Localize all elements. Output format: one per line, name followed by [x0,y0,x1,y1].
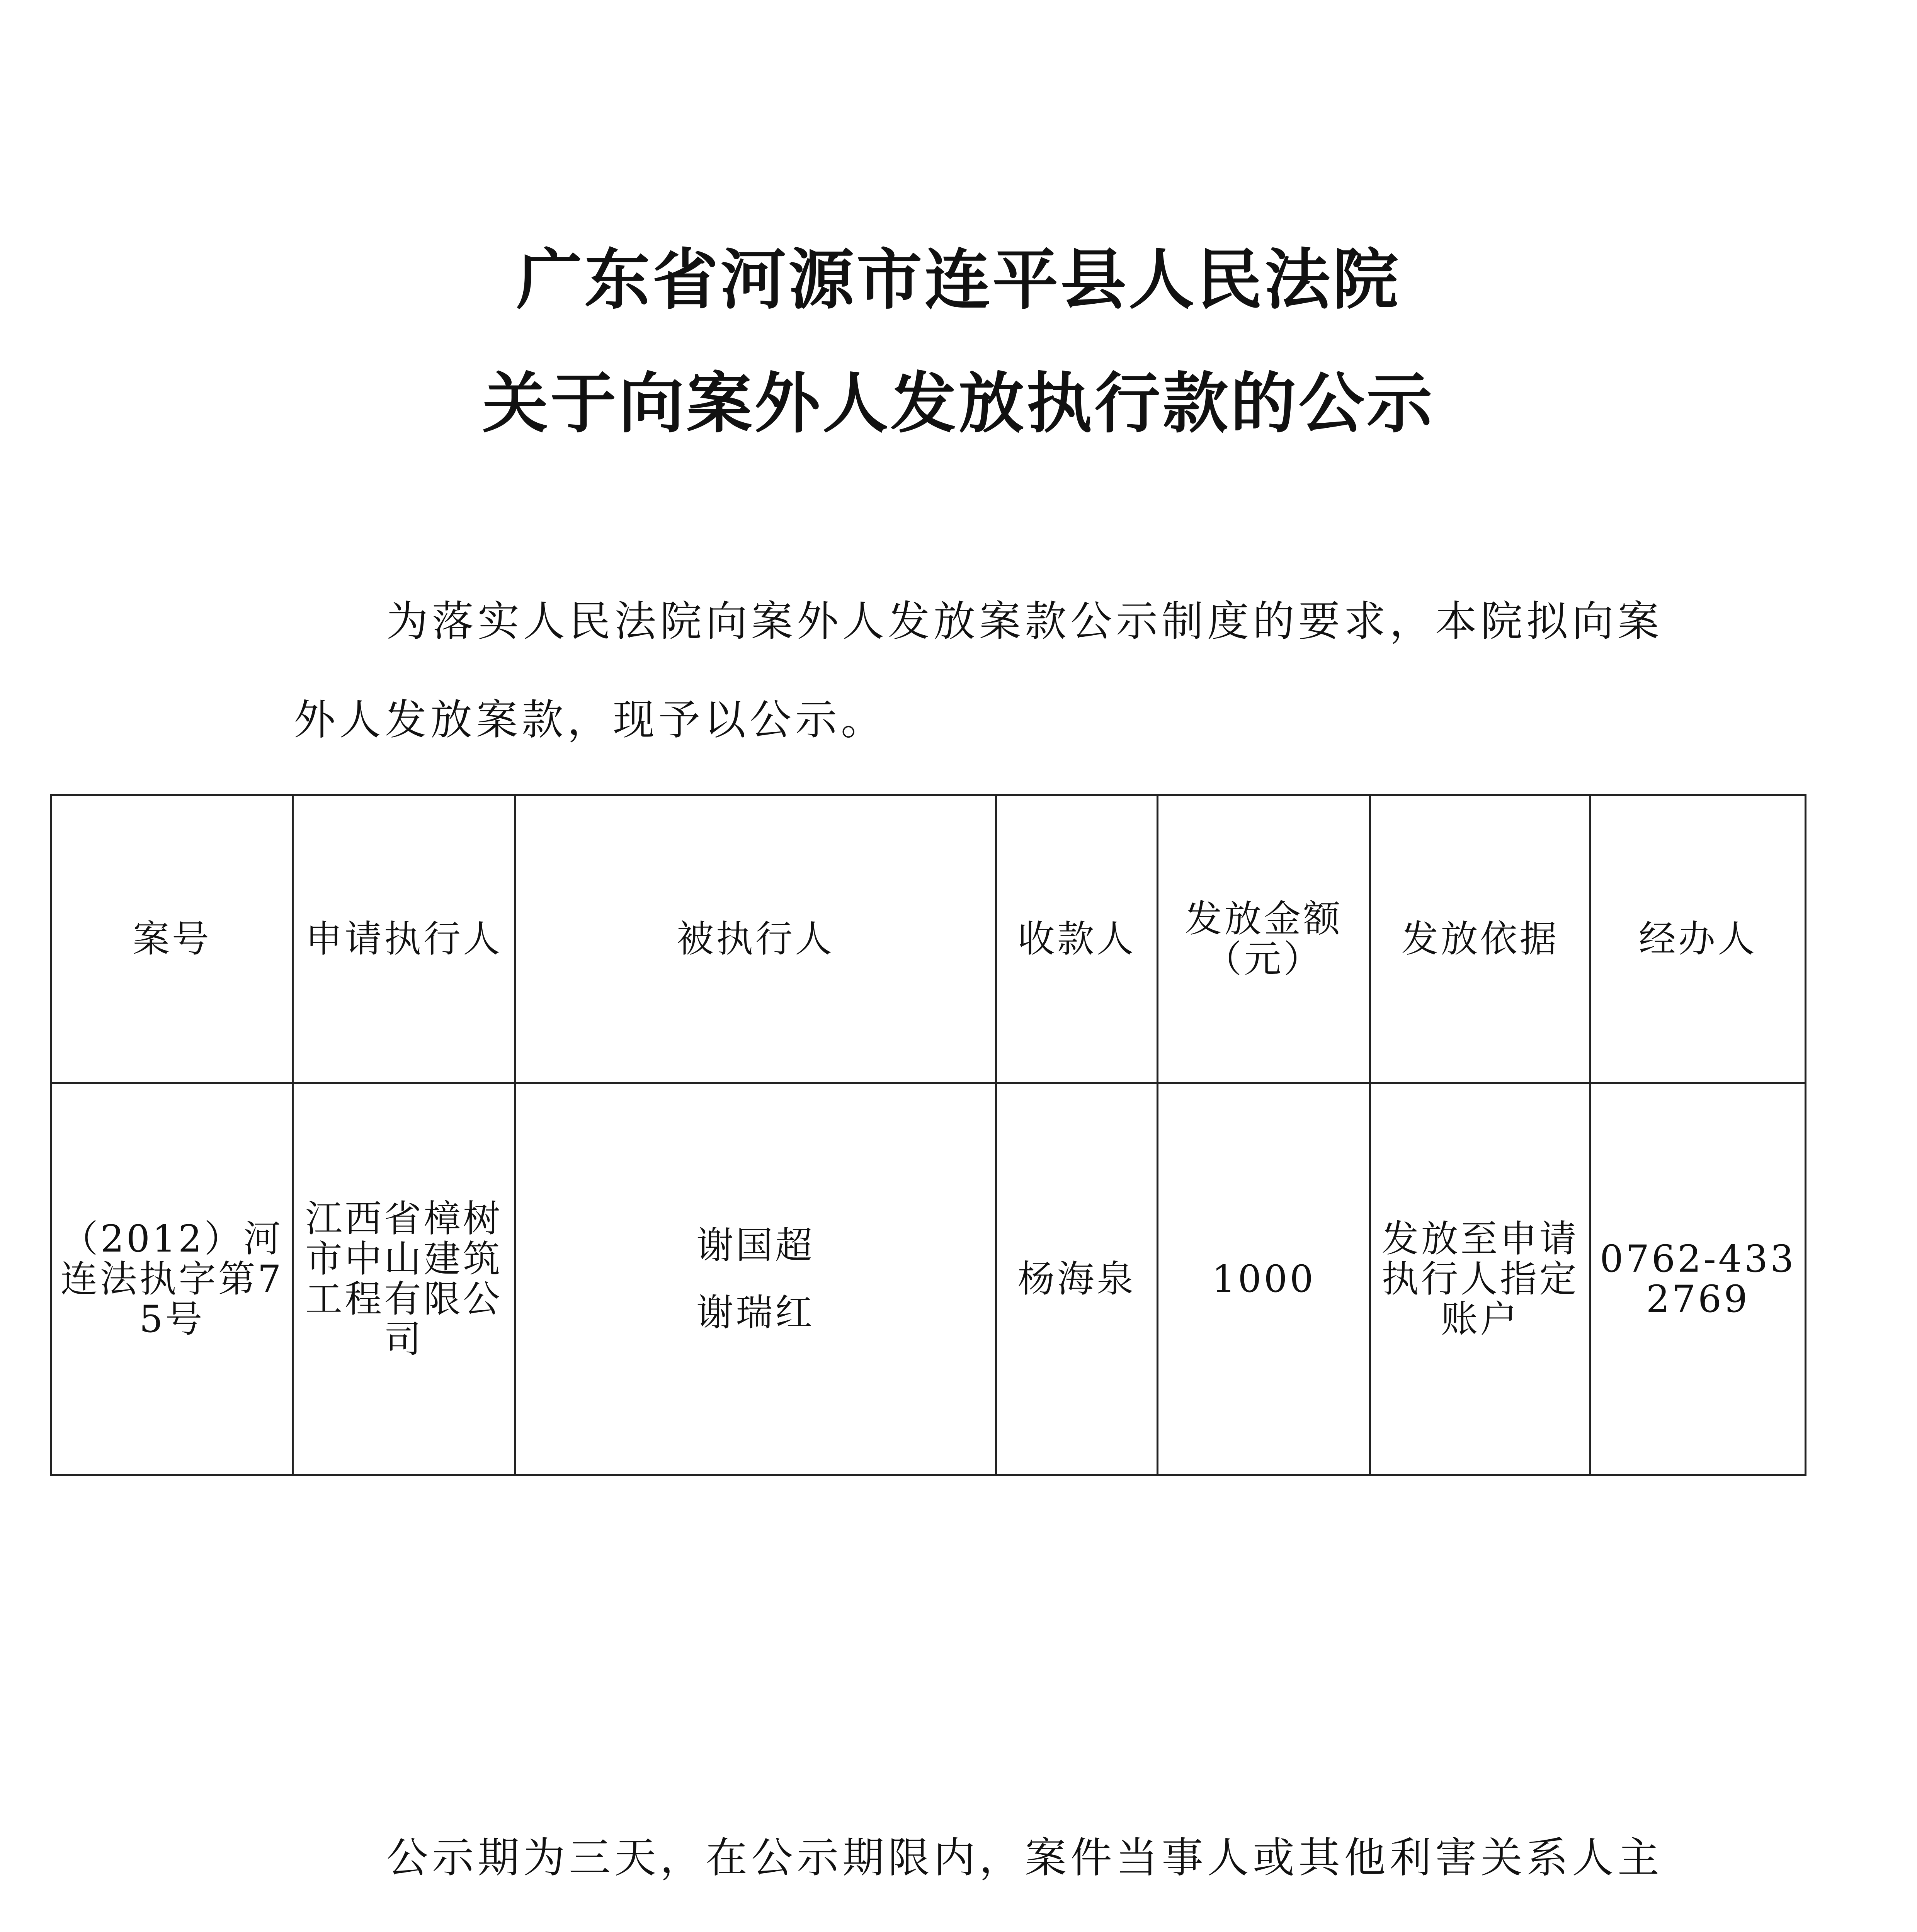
cell-basis: 发放至申请执行人指定账户 [1370,1083,1590,1475]
disbursement-table [50,794,1806,1476]
document-title-line1: 广东省河源市连平县人民法院 [516,242,1401,318]
notice-paragraph-line1: 公示期为三天，在公示期限内，案件当事人或其他利害关系人主 [386,1834,1664,1882]
cell-payee: 杨海泉 [996,1083,1158,1475]
cell-respondents [515,1083,996,1475]
table-row [51,1083,1806,1475]
cell-applicant: 江西省樟树市中山建筑工程有限公司 [293,1083,515,1475]
document-title-line2: 关于向案外人发放执行款的公示 [482,366,1435,442]
cell-amount: 1000 [1158,1083,1370,1475]
header-applicant: 申请执行人 [293,795,515,1083]
intro-paragraph-line2: 外人发放案款，现予以公示。 [294,696,887,744]
intro-paragraph-line1: 为落实人民法院向案外人发放案款公示制度的要求，本院拟向案 [386,597,1664,646]
table-header-row [51,795,1806,1083]
header-payee: 收款人 [996,795,1158,1083]
header-handler: 经办人 [1590,795,1806,1083]
respondent-name: 谢国超 [696,1224,815,1267]
header-respondent: 被执行人 [515,795,996,1083]
cell-case-no: （2012）河连法执字第75号 [51,1083,293,1475]
respondent-name: 谢瑞红 [696,1291,815,1334]
header-basis: 发放依据 [1370,795,1590,1083]
cell-handler: 0762-4332769 [1590,1083,1806,1475]
header-amount: 发放金额（元） [1158,795,1370,1083]
header-case-no: 案号 [51,795,293,1083]
